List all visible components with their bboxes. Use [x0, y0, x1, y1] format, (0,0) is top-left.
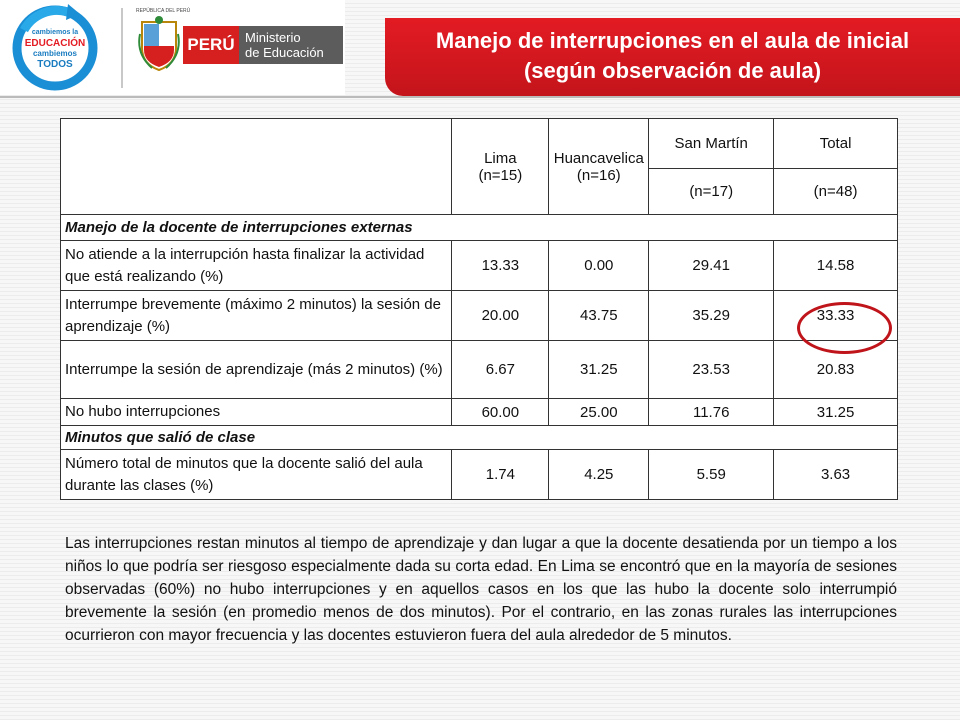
cell-total: 3.63 [774, 450, 898, 500]
cell-san-martin: 35.29 [649, 291, 774, 341]
col-header-huancavelica [549, 119, 649, 215]
row-label: Interrumpe brevemente (máximo 2 minutos) la sesión de aprendizaje (%) [61, 291, 452, 341]
ministry-label [239, 26, 343, 64]
highlight-circle [797, 302, 892, 354]
table-row [61, 291, 898, 341]
ministry-line-2: de Educación [245, 45, 324, 60]
cell-huancavelica: 43.75 [549, 291, 649, 341]
cell-total: 14.58 [774, 241, 898, 291]
cell-huancavelica: 25.00 [549, 399, 649, 426]
col-lima-label: Lima [484, 149, 517, 167]
row-label: Interrumpe la sesión de aprendizaje (más 2 minutos) (%) [61, 341, 452, 399]
col-header-lima [452, 119, 549, 215]
table-header-row [61, 119, 898, 169]
cell-huancavelica: 0.00 [549, 241, 649, 291]
cell-lima: 13.33 [452, 241, 549, 291]
col-lima-n: (n=15) [478, 166, 523, 184]
logo-divider [121, 8, 123, 88]
table-row [61, 399, 898, 426]
section-row [61, 426, 898, 450]
cell-huancavelica: 4.25 [549, 450, 649, 500]
header-empty-cell [61, 119, 452, 215]
col-huancavelica-label: Huancavelica [553, 149, 644, 167]
cell-lima: 6.67 [452, 341, 549, 399]
col-san-martin-n: (n=17) [649, 169, 774, 215]
logo-line-3: cambiemos [32, 49, 78, 58]
cell-total: 20.83 [774, 341, 898, 399]
section-row [61, 215, 898, 241]
page-title-line-2: (según observación de aula) [523, 58, 822, 83]
logo-line-1: cambiemos la [31, 29, 79, 36]
row-label: No atiende a la interrupción hasta finalizar la actividad que está realizando (%) [61, 241, 452, 291]
section-title-external: Manejo de la docente de interrupciones externas [61, 215, 898, 241]
row-label: Número total de minutos que la docente salió del aula durante las clases (%) [61, 450, 452, 500]
col-huancavelica-n: (n=16) [576, 166, 621, 184]
title-banner [385, 18, 960, 96]
table-row [61, 241, 898, 291]
logo-line-2: EDUCACIÓN [24, 38, 86, 49]
cell-san-martin: 29.41 [649, 241, 774, 291]
cell-total: 31.25 [774, 399, 898, 426]
cell-lima: 60.00 [452, 399, 549, 426]
table-row [61, 341, 898, 399]
section-title-minutes: Minutos que salió de clase [61, 426, 898, 450]
col-header-total: Total [774, 119, 898, 169]
col-total-n: (n=48) [774, 169, 898, 215]
row-label: No hubo interrupciones [61, 399, 452, 426]
crest-caption: REPÚBLICA DEL PERÚ [136, 8, 191, 14]
cell-lima: 20.00 [452, 291, 549, 341]
cell-san-martin: 5.59 [649, 450, 774, 500]
table-row [61, 450, 898, 500]
header-logos [0, 0, 345, 95]
cell-san-martin: 11.76 [649, 399, 774, 426]
cell-total: 33.33 [774, 291, 898, 341]
cell-lima: 1.74 [452, 450, 549, 500]
interruptions-table [60, 118, 898, 500]
explanation-paragraph: Las interrupciones restan minutos al tiempo de aprendizaje y dan lugar a que la docente desatienda por un tiempo a los niños lo que podría ser riesgoso especialmente dada su corta edad. En Lima se encontró que en la mayoría de sesiones observadas (60%) no hubo interrupciones y en aquellos casos en los que las hubo la docente solo interrumpió brevemente la sesión (en promedio menos de dos minutos). Por el contrario, en las zonas rurales las interrupciones ocurrieron con mayor frecuencia y las docentes estuvieron fuera del aula alrededor de 5 minutos. [65, 535, 897, 644]
national-crest-icon [138, 14, 180, 74]
page-title-line-1: Manejo de interrupciones en el aula de inicial [435, 28, 910, 53]
peru-label: PERÚ [183, 26, 239, 64]
cell-huancavelica: 31.25 [549, 341, 649, 399]
ministry-line-1: Ministerio [245, 30, 301, 45]
col-header-san-martin: San Martín [649, 119, 774, 169]
logo-line-4: TODOS [37, 59, 73, 70]
header-divider [0, 96, 960, 98]
cambiemos-educacion-logo [8, 4, 102, 92]
cell-san-martin: 23.53 [649, 341, 774, 399]
